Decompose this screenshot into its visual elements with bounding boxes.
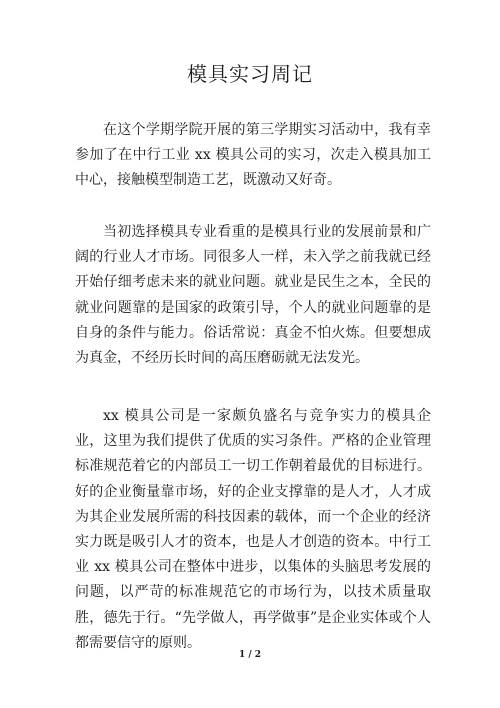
paragraph-3: xx 模具公司是一家颇负盛名与竞争实力的模具企业，这里为我们提供了优质的实习条件。严格的企业管理标准规范着它的内部员工一切工作朝着最优的目标进行。好的企业衡量靠市场，好的企业支撑靠的是人才，人才成为其企业发展所需的科技因素的载体，而一个企业的经济实力既是吸引人才的资本，也是人才创造的资本。中行工业 xx 模具公司在整体中进步，以集体的头脑思考发展的问题，以严苛的标准规范它的市场行为，以技术质量取胜，德先于行。“先学做人，再学做事”是企业实体或个人都需要信守的原则。 xyxy=(75,408,431,651)
paragraph-2: 当初选择模具专业看重的是模具行业的发展前景和广阔的行业人才市场。同很多人一样，未入学之前我就已经开始仔细考虑未来的就业问题。就业是民生之本，全民的就业问题靠的是国家的政策引导，个人的就业问题靠的是自身的条件与能力。俗话常说：真金不怕火炼。但要想成为真金，不经历长时间的高压磨砺就无法发光。 xyxy=(75,224,431,367)
paragraph-1: 在这个学期学院开展的第三学期实习活动中，我有幸参加了在中行工业 xx 模具公司的实习，次走入模具加工中心，接触模型制造工艺，既激动又好奇。 xyxy=(75,122,431,189)
page-number: 1 / 2 xyxy=(238,650,262,660)
document-title: 模具实习周记 xyxy=(187,62,313,86)
